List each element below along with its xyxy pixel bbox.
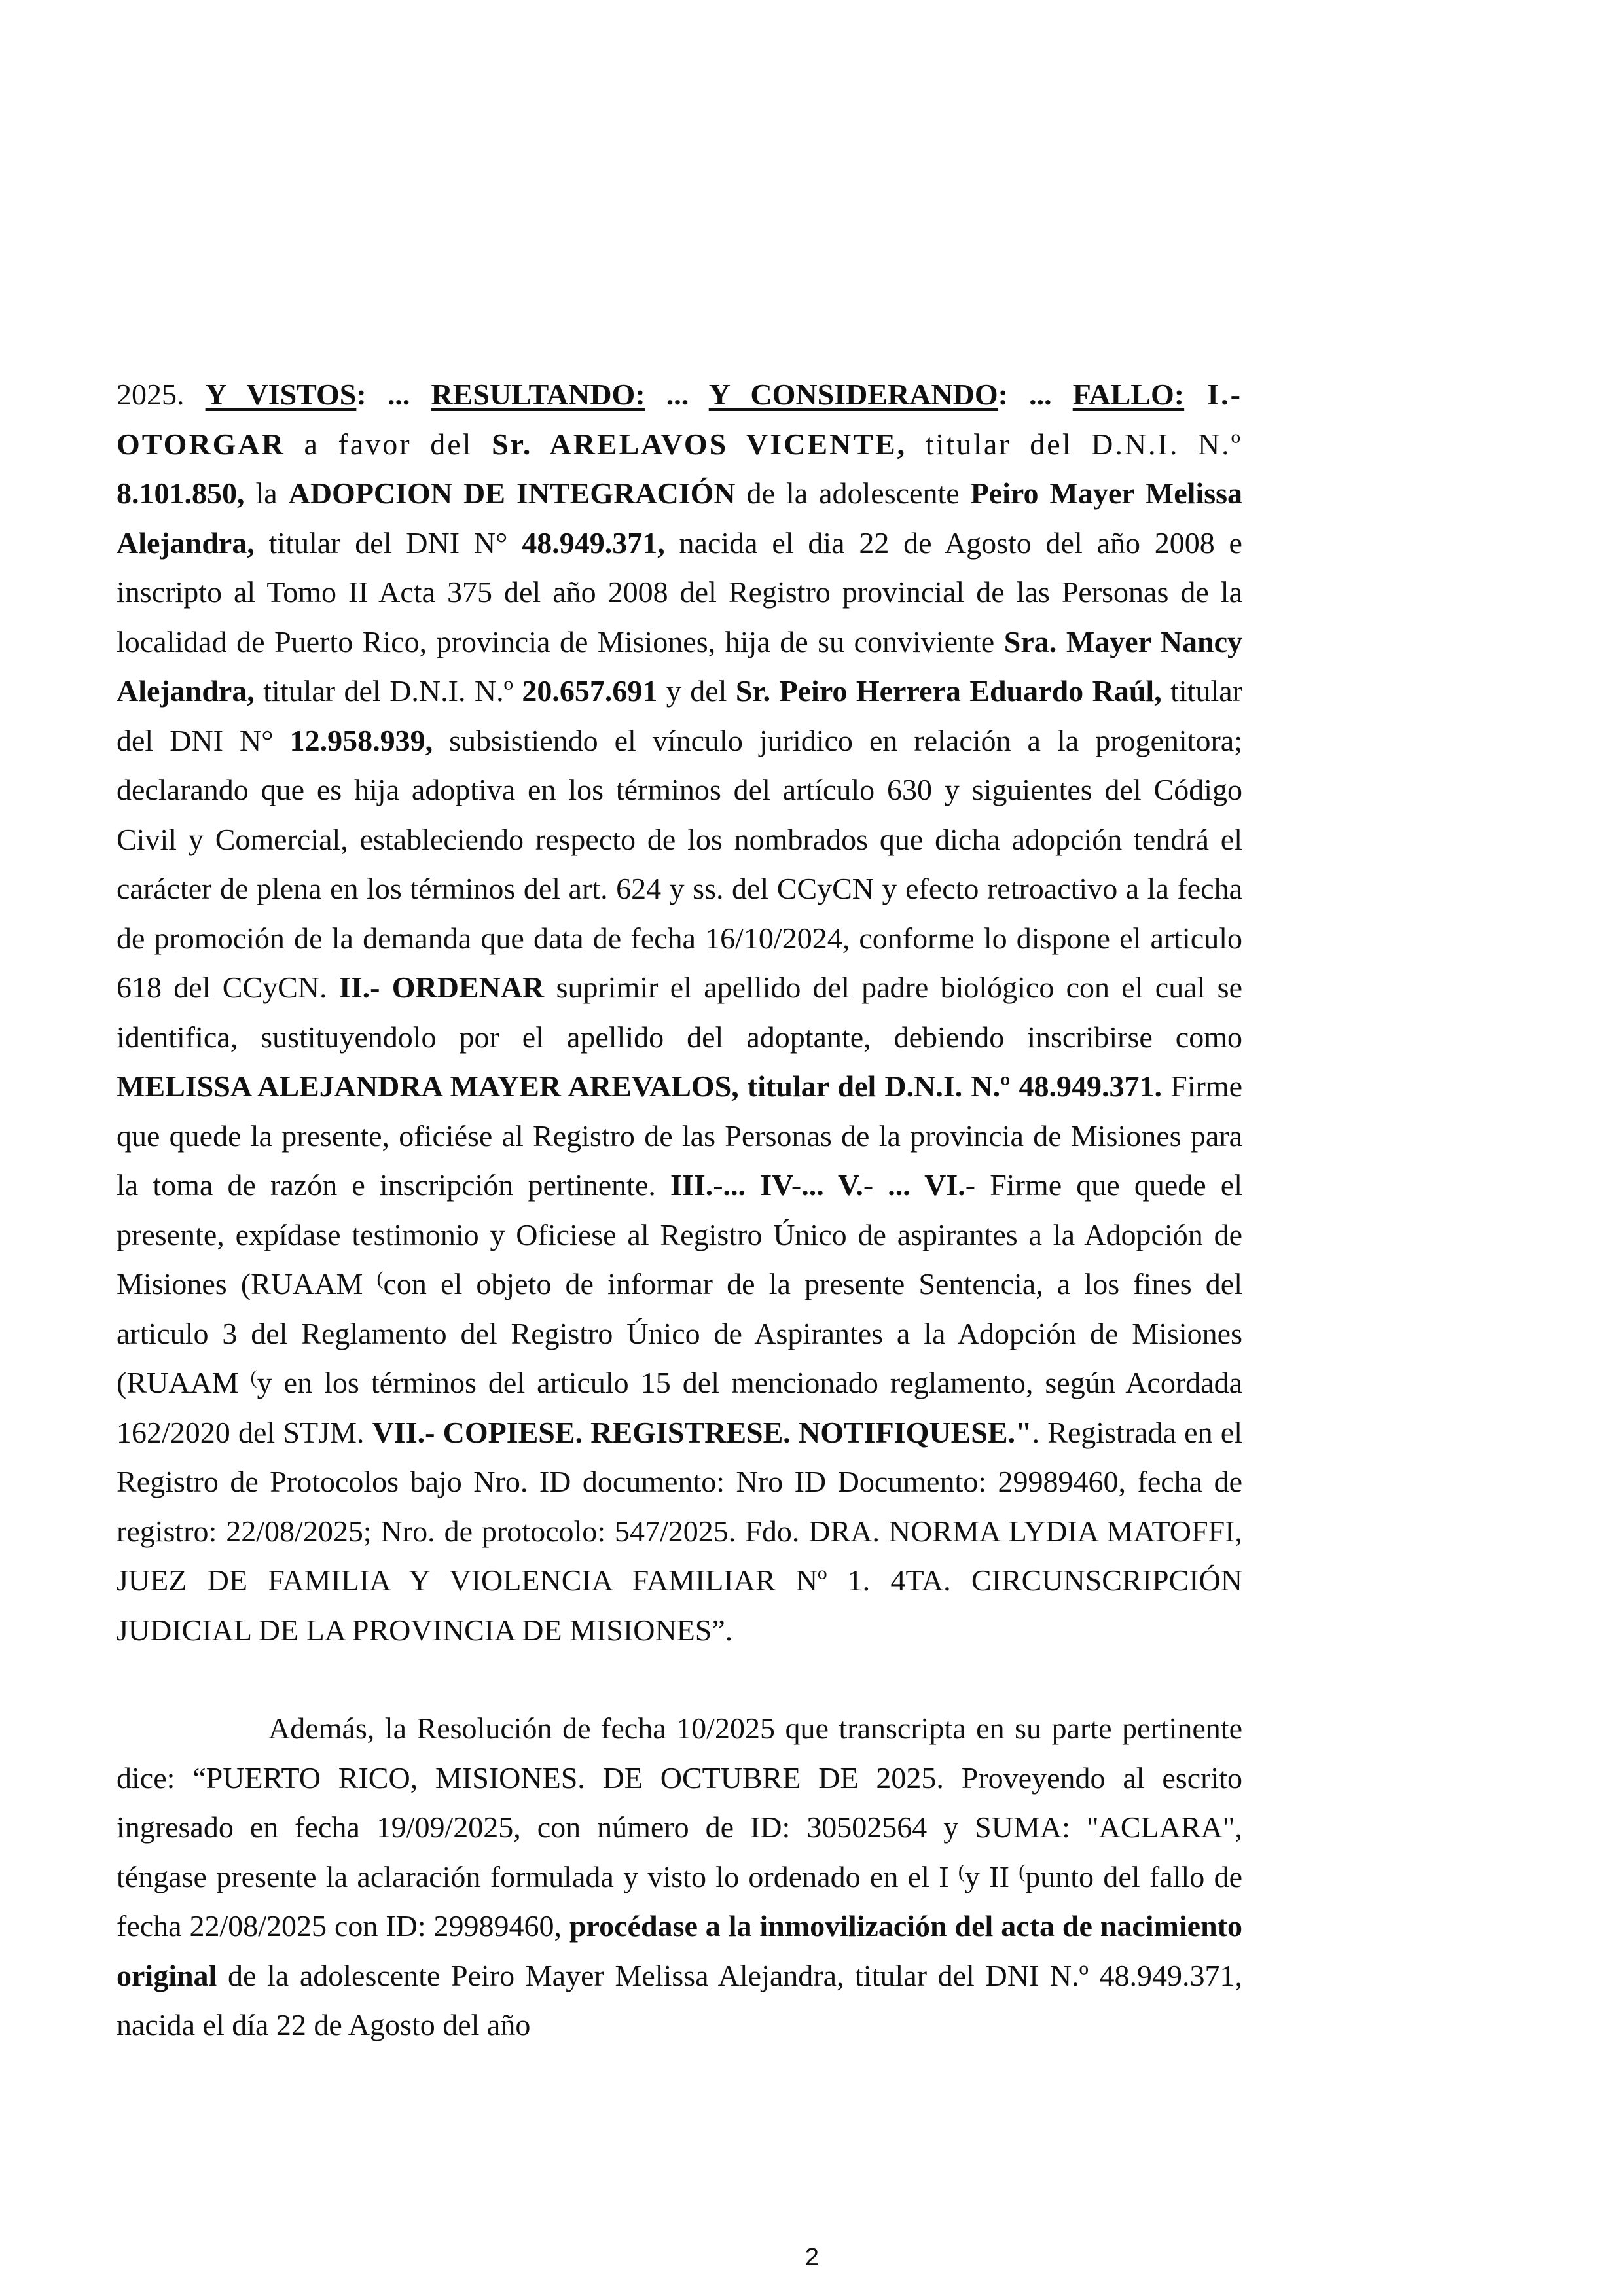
text-run: de la adolescente Peiro Mayer Melissa Alejandra, titular del DNI N.º 48.949.371, nacida el día 22 de Agosto del año [117,1958,1242,2041]
text-run-bold: MELISSA ALEJANDRA MAYER AREVALOS, titular del D.N.I. N.º 48.949.371. [117,1069,1162,1103]
text-run: punto del fallo de fecha 22/08/2025 con ID: 29989460, [117,1859,1242,1943]
heading-y-vistos: Y VISTOS [205,378,357,411]
text-run-bold: III.-... IV-... V.- ... VI.- [670,1168,976,1202]
page-number: 2 [804,2244,820,2271]
text-run: la [244,476,289,510]
text-run: titular del D.N.I. N.º [907,427,1242,461]
text-run-bold: 48.949.371, [522,526,665,560]
text-run-bold: procédase a la inmovilización del acta de nacimiento original [117,1909,1242,1992]
text-run: : ... [356,378,431,411]
text-run: ... [645,378,709,411]
text-run: suprimir el apellido del padre biológico con el cual se identifica, sustituyendolo por el apellido del adoptante, debiendo inscribirse como [117,971,1242,1054]
text-run: : ... [998,378,1073,411]
heading-y-considerando: Y CONSIDERANDO [708,378,998,411]
text-run: de la adolescente [735,476,971,510]
text-run: subsistiendo el vínculo juridico en relación a la progenitora; declarando que es hija adoptiva en los términos del artículo 630 y siguientes del Código Civil y Comercial, estableciendo respecto de los nombrados que dicha adopción tendrá el carácter de plena en los términos del art. 624 y ss. del CCyCN y efecto retroactivo a la fecha de promoción de la demanda que data de fecha 16/10/2024, conforme lo dispone el articulo 618 del CCyCN. [117,723,1243,1004]
heading-resultando: RESULTANDO: [431,378,645,411]
text-run-bold: ADOPCION DE INTEGRACIÓN [288,476,736,510]
text-run: con el objeto de informar de la presente Sentencia, a los fines del articulo 3 del Reglamento del Registro Único de Aspirantes a la Adopción de Misiones (RUAAM [117,1267,1242,1399]
text-run-bold: II.- ORDENAR [338,971,545,1004]
text-run: . Registrada en el Registro de Protocolos bajo Nro. ID documento: Nro ID Documento: 29989460, fecha de registro: 22/08/2025; Nro. de protocolo: 547/2025. Fdo. DRA. NORMA LYDIA MATOFFI, JUEZ DE FAMILIA Y VIOLENCIA FAMILIAR Nº 1. 4TA. CIRCUNSCRIPCIÓN JUDICIAL DE LA PROVINCIA DE MISIONES”. [117,1415,1242,1647]
text-run-bold: 12.958.939, [289,723,433,757]
text-run: y II [964,1859,1019,1893]
text-run: nacida el dia 22 de Agosto del año 2008 e inscripto al Tomo II Acta 375 del año 2008 del Registro provincial de las Personas de la localidad de Puerto Rico, provincia de Misiones, hija de su conviviente [117,526,1242,658]
text-run-bold: Sr. ARELAVOS VICENTE, [492,427,907,461]
text-run: titular del D.N.I. N.º [254,674,522,708]
document-body [117,370,1242,2050]
text-run: y del [657,674,736,708]
text-run: 2025. [117,378,206,411]
text-run-bold: Peiro Mayer Melissa Alejandra, [117,476,1242,560]
paragraph-resolucion [117,1704,1242,2050]
text-run-bold: Sr. Peiro Herrera Eduardo Raúl, [735,674,1162,708]
superscript-paren: ( [250,1367,257,1388]
text-run: Además, la Resolución de fecha 10/2025 que transcripta en su parte pertinente dice: “PUERTO RICO, MISIONES. DE OCTUBRE DE 2025. Proveyendo al escrito ingresado en fecha 19/09/2025, con número de ID: 30502564 y SUMA: "ACLARA", téngase presente la aclaración formulada y visto lo ordenado en el I [117,1712,1242,1893]
text-run-bold: I.- OTORGAR [117,378,1242,461]
text-run: titular del DNI N° [254,526,522,560]
text-run-bold: VII.- COPIESE. REGISTRESE. NOTIFIQUESE." [372,1415,1032,1449]
superscript-paren: ( [1019,1860,1026,1882]
text-run: titular del DNI N° [117,674,1242,757]
superscript-paren: ( [958,1860,965,1882]
superscript-paren: ( [376,1268,384,1289]
heading-fallo: FALLO: [1072,378,1185,411]
text-run-bold: 20.657.691 [522,674,658,708]
text-run-bold: 8.101.850, [117,476,245,510]
text-run: y en los términos del articulo 15 del mencionado reglamento, según Acordada 162/2020 del STJM. [117,1366,1242,1449]
text-run: a favor del [285,427,492,461]
text-run: Firme que quede la presente, oficiése al Registro de las Personas de la provincia de Misiones para la toma de razón e inscripción pertinente. [117,1069,1242,1202]
paragraph-fallo [117,370,1242,1655]
text-run: Firme que quede el presente, expídase testimonio y Oficiese al Registro Único de aspirantes a la Adopción de Misiones (RUAAM [117,1168,1243,1300]
text-run-bold: Sra. Mayer Nancy Alejandra, [117,624,1243,708]
